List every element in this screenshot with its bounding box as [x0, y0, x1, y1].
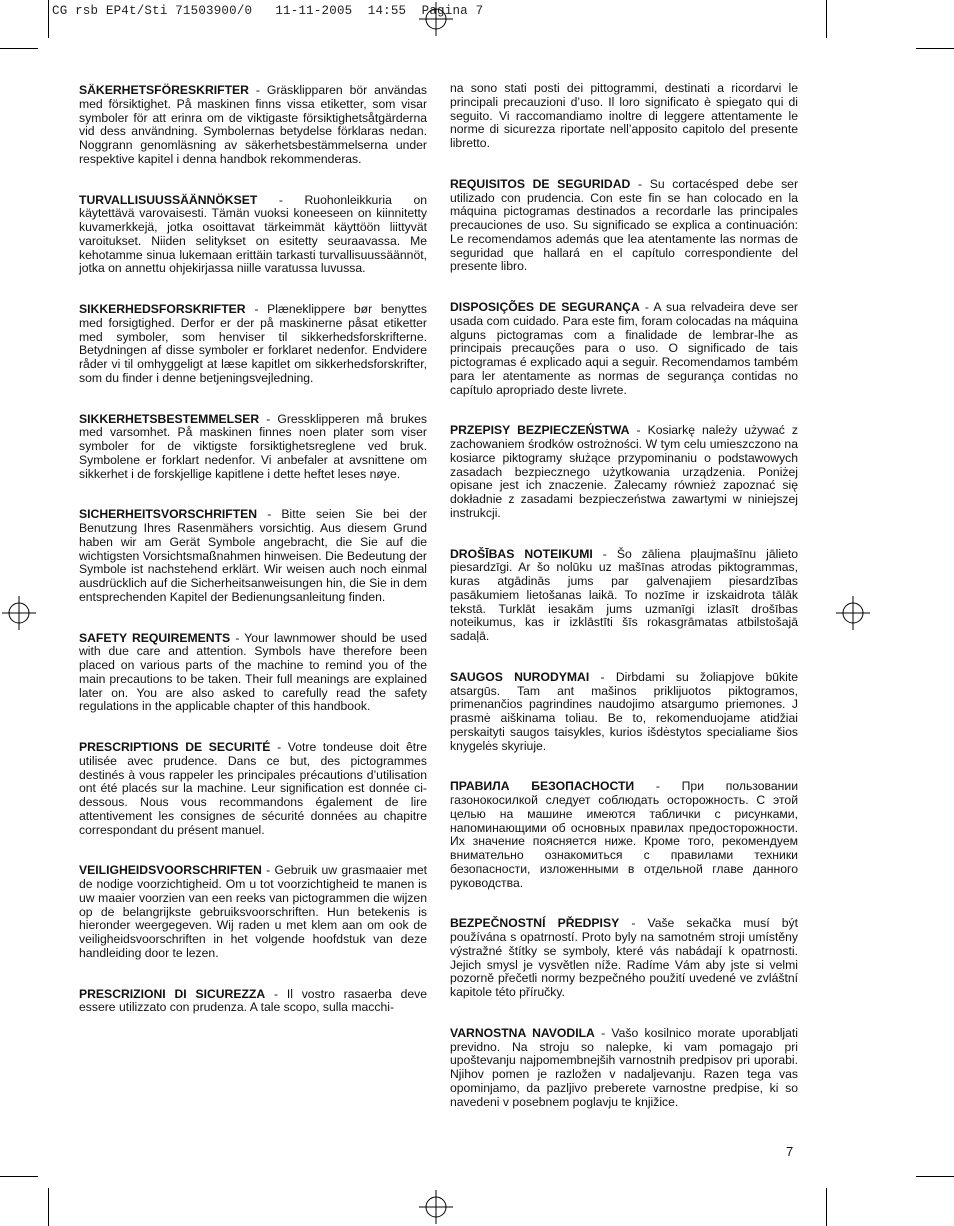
section-title: PRZEPISY BEZPIECZEŃSTWA	[450, 423, 630, 438]
section-body: - Vaše sekačka musí být používána s opatrností. Proto byly na samotném stroji umístěny výstražné štítky se symboly, které vás nabádají k opatrnosti. Jejich smysl je vysvětlen níže. Radíme Vám aby jste si velmi pozorně přečetli normy bezpečného použití uvedené ve zvláštní kapitole této příručky.	[450, 916, 799, 999]
section-body: - Your lawnmower should be used with due care and attention. Symbols have therefore been placed on various parts of the machine to remind you of the main precautions to be taken. Their full meanings are explained later on. You are also asked to carefully read the safety regulations in the applicable chapter of this handbook.	[79, 630, 427, 714]
section-body: - Kosiarkę należy używać z zachowaniem środków ostrożności. W tym celu umieszczono na kosiarce piktogramy służące przypominaniu o podstawowych zasadach bezpiecznego użytkowania urządzenia. Poniżej opisane jest ich znaczenie. Zalecamy również zapoznać się dokładnie z zasadami bezpieczeństwa zawartymi w niniejszej instrukcji.	[450, 423, 799, 520]
safety-section-lv	[450, 548, 798, 644]
registration-mark-icon	[2, 596, 36, 630]
safety-section-fi	[79, 194, 427, 277]
registration-mark-icon	[419, 1190, 453, 1224]
section-body: - Plæneklippere bør benyttes med forsigtighed. Derfor er der på maskinerne påsat etiketter med symboler, som henviser til sikkerhedsforskrifterne. Betydningen af disse symboler er forklaret nedenfor. Endvidere råder vi til omhyggeligt at læse kapitlet om sikkerhedsforskrifter, som du finder i denne betjeningsvejledning.	[79, 302, 427, 385]
safety-section-it	[79, 988, 427, 1016]
section-body: - Ruohonleikkuria on käytettävä varovaisesti. Tämän vuoksi koneeseen on kiinnitetty kuvamerkkejä, jotka osoittavat tärkeimmät käyttöön liittyvät varoitukset. Niiden selitykset on esitetty seuraavassa. Me kehotamme sinua lukemaan erittäin tarkasti turvallisuussäännöt, jotka on annettu ohjekirjassa niille varatussa luvussa.	[79, 192, 427, 276]
crop-mark	[0, 48, 38, 49]
registration-mark-icon	[836, 596, 870, 630]
section-body: - Il vostro rasaerba deve essere utilizzato con prudenza. A tale scopo, sulla macchi-	[79, 986, 427, 1015]
section-title: SAUGOS NURODYMAI	[450, 669, 590, 684]
section-body: - Gräsklipparen bör användas med försiktighet. På maskinen finns vissa etiketter, som visar symboler för att erinra om de viktigaste försiktighetsåtgärderna vid dess användning. Symbolernas betydelse förklaras nedan. Noggrann genomläsning av säkerhetsbestämmelserna under respektive kapitel i denna handbok rekommenderas.	[79, 83, 427, 166]
section-body: - Su cortacésped debe ser utilizado con prudencia. Con este fin se han colocado en la máquina pictogramas destinados a recordarle las principales precauciones de uso. Su significado se explica a continuación: Le recomendamos además que lea atentamente las normas de seguridad que hallará en el capítulo correspondiente del presente libro.	[450, 176, 799, 274]
crop-mark	[48, 0, 49, 38]
section-title: DROŠĪBAS NOTEIKUMI	[450, 546, 593, 561]
crop-mark	[48, 1188, 49, 1226]
section-body: - Gressklipperen må brukes med varsomhet. På maskinen finnes noen plater som viser symboler for de viktigste forsiktighetsreglene ved bruk. Symbolene er forklart nedenfor. Vi anbefaler at avsnittene om sikkerhet i de forskjellige kapitlene i dette heftet leses nøye.	[79, 411, 427, 481]
section-title: ПРАВИЛА БЕЗОПАСНОСТИ	[450, 779, 635, 794]
safety-section-pl	[450, 424, 798, 520]
section-title: REQUISITOS DE SEGURIDAD	[450, 176, 631, 191]
section-title: VEILIGHEIDSVOORSCHRIFTEN	[79, 863, 262, 878]
section-body: na sono stati posti dei pittogrammi, destinati a ricordarvi le principali precauzioni d’uso. Il loro significato è spiegato qui di seguito. Vi raccomandiamo inoltre di leggere attentamente le norme di sicurezza riportate nell’apposito capitolo del presente libretto.	[450, 81, 798, 150]
safety-section-cs	[450, 917, 798, 1000]
safety-section-es	[450, 178, 798, 274]
section-body: - Votre tondeuse doit être utilisée avec prudence. Dans ce but, des pictogrammes destinés à vous rappeler les principales précautions d’utilisation ont été placés sur la machine. Leur signification est donnée ci-dessous. Nous vous recommandons également de lire attentivement les consignes de sécurité données au chapitre correspondant du présent manuel.	[79, 740, 428, 837]
crop-mark	[0, 1176, 38, 1177]
safety-section-no	[79, 413, 427, 482]
section-body: - A sua relvadeira deve ser usada com cuidado. Para este fim, foram colocadas na máquina alguns pictogramas com a finalidade de lembrar-lhe as principais precauções para o uso. O significado de tais pictogramas é explicado aqui a seguir. Recomendamos também para ler atentamente as normas de segurança contidas no capítulo apropriado deste livrete.	[450, 300, 798, 397]
safety-section-it-continued	[450, 82, 798, 151]
section-body: - Bitte seien Sie bei der Benutzung Ihres Rasenmähers vorsichtig. Aus diesem Grund haben wir am Gerät Symbole angebracht, die Sie auf die wichtigsten Vorsichtsmaßnahmen hinweisen. Die Bedeutung der Symbole ist nachstehend erklärt. Wir weisen auch noch einmal ausdrücklich auf die Sicherheitsanweisungen hin, die Sie in dem entsprechenden Kapitel der Bedienungsanleitung finden.	[79, 507, 427, 604]
safety-section-nl	[79, 864, 427, 960]
safety-section-da	[79, 303, 427, 386]
safety-section-sv	[79, 84, 427, 167]
section-body: - Gebruik uw grasmaaier met de nodige voorzichtigheid. Om u tot voorzichtigheid te manen is uw maaier voorzien van een reeks van pictogrammen die wijzen op de belangrijkste gebruiksvoorschriften. Hun betekenis is hieronder weergegeven. Wij raden u met klem aan om ook de veiligheidsvoorschriften in het volgende hoofdstuk van deze handleiding door te lezen.	[79, 863, 427, 960]
section-body: - Vašo kosilnico morate uporabljati previdno. Na stroju so nalepke, ki vam pomagajo pri upoštevanju najpomembnejših varnostnih predpisov pri uporabi. Njihov pomen je razložen v nadaljevanju. Razen tega vas opominjamo, da pazljivo preberete varnostne predpise, ki so navedeni v posebnem poglavju te knjižice.	[450, 1025, 798, 1109]
safety-section-en	[79, 632, 427, 715]
section-title: DISPOSIÇÕES DE SEGURANÇA	[450, 300, 640, 314]
section-body: - При пользовании газонокосилкой следует соблюдать осторожность. С этой целью на машине имеются таблички с рисунками, напоминающими об основных правилах предосторожности. Их значение поясняется ниже. Кроме того, рекомендуем внимательно ознакомиться с правилами техники безопасности, изложенными в отдельной главе данного руководства.	[450, 779, 798, 890]
safety-section-de	[79, 508, 427, 604]
section-title: SIKKERHETSBESTEMMELSER	[79, 411, 260, 426]
safety-section-pt	[450, 301, 798, 397]
left-column	[79, 82, 427, 1015]
safety-section-ru	[450, 780, 798, 890]
registration-mark-icon	[419, 2, 453, 36]
crop-mark	[826, 1188, 827, 1226]
safety-section-lt	[450, 671, 798, 754]
crop-mark	[826, 0, 827, 38]
print-header: CG rsb EP4t/Sti 71503900/0 11-11-2005 14:55 Pagina 7	[52, 4, 484, 18]
safety-section-sl	[450, 1027, 798, 1110]
section-title: TURVALLISUUSSÄÄNNÖKSET	[79, 192, 258, 207]
section-title: PRESCRIZIONI DI SICUREZZA	[79, 986, 266, 1001]
safety-section-fr	[79, 741, 427, 837]
right-column	[450, 82, 798, 1109]
section-body: - Dirbdami su žoliapjove būkite atsargūs. Tam ant mašinos priklijuotos piktogramos, primenančios pagrindines naudojimo atsargumo priemones. J prasmė aiškinama toliau. Be to, rekomenduojame atidžiai perskaityti saugos taisykles, kurios išdėstytos specialiame šios knygelės skyriuje.	[450, 669, 798, 753]
section-title: SAFETY REQUIREMENTS	[79, 630, 231, 645]
section-title: SIKKERHEDSFORSKRIFTER	[79, 302, 246, 316]
section-title: PRESCRIPTIONS DE SECURITÉ	[79, 740, 271, 754]
section-title: BEZPEČNOSTNÍ PŘEDPISY	[450, 916, 620, 931]
section-title: VARNOSTNA NAVODILA	[450, 1025, 595, 1040]
section-title: SICHERHEITSVORSCHRIFTEN	[79, 507, 258, 522]
crop-mark	[916, 1176, 954, 1177]
crop-mark	[916, 48, 954, 49]
section-body: - Šo zāliena pļaujmašīnu jālieto piesardzīgi. Ar šo nolūku uz mašīnas atrodas piktogrammas, kuras atgādinās jums par galvenajiem piesardzības pasākumiem lietošanas laikā. To nozīme ir izskaidrota tālāk tekstā. Turklāt iesakām jums uzmanīgi izlasīt drošības noteikumus, kas ir izklāstīti šīs rokasgrāmatas atbilstošajā sadaļā.	[450, 546, 798, 643]
section-title: SÄKERHETSFÖRESKRIFTER	[79, 83, 249, 97]
page-number: 7	[786, 1144, 794, 1159]
